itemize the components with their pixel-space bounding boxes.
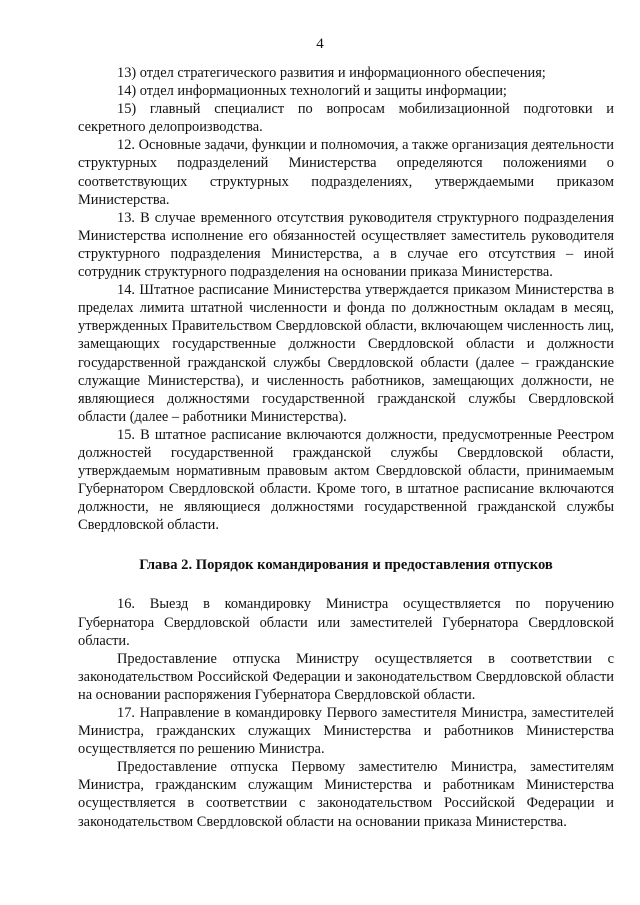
clause-15: 15. В штатное расписание включаются должности, предусмотренные Реестром должностей государственной гражданской службы Свердловской области, утверждаемым нормативным правовым актом Свердловской области, принимаемым Губернатором Свердловской области. Кроме того, в штатное расписание включаются должности, не являющиеся должностями государственной гражданской службы Свердловской области. — [78, 426, 614, 534]
chapter-title: Глава 2. Порядок командирования и предоставления отпусков — [139, 557, 553, 574]
clause-17-vacation: Предоставление отпуска Первому заместителю Министра, заместителям Министра, гражданским служащим Министерства и работникам Министерства осуществляется в соответствии с законодательством Российской Федерации и законодательством Свердловской области на основании приказа Министерства. — [78, 759, 614, 830]
clause-13: 13. В случае временного отсутствия руководителя структурного подразделения Министерства исполнение его обязанностей осуществляет заместитель руководителя структурного подразделения Министерства, а в случае его отсутствия – иной сотрудник структурного подразделения на основании приказа Министерства. — [78, 209, 614, 281]
clause-17: 17. Направление в командировку Первого заместителя Министра, заместителей Министра, гражданских служащих Министерства и работников Министерства осуществляется по решению Министра. — [78, 705, 614, 758]
clause-14: 14. Штатное расписание Министерства утверждается приказом Министерства в пределах лимита штатной численности и фонда по должностным окладам в месяц, утвержденных Правительством Свердловской области, включающем численность лиц, замещающих государственные должности Свердловской области и должности государственной гражданской службы Свердловской области (далее – гражданские служащие Министерства), и численность работников, замещающих должности, не являющиеся должностями государственной гражданской службы Свердловской области (далее – работники Министерства). — [78, 282, 614, 425]
clause-16-vacation: Предоставление отпуска Министру осуществляется в соответствии с законодательством Российской Федерации и законодательством Свердловской области на основании распоряжения Губернатора Свердловской области. — [78, 650, 614, 703]
clause-16: 16. Выезд в командировку Министра осуществляется по поручению Губернатора Свердловской области или заместителей Губернатора Свердловской области. — [78, 596, 614, 649]
clause-12: 12. Основные задачи, функции и полномочия, а также организация деятельности структурных подразделений Министерства определяются положениями о соответствующих структурных подразделениях, утверждаемыми приказом Министерства. — [78, 137, 614, 208]
list-item-13: 13) отдел стратегического развития и информационного обеспечения; — [117, 65, 546, 81]
list-item-15: 15) главный специалист по вопросам мобилизационной подготовки и секретного делопроизводства. — [78, 101, 614, 136]
page-number: 4 — [316, 36, 324, 52]
document-body — [78, 64, 614, 831]
list-item-14: 14) отдел информационных технологий и защиты информации; — [117, 83, 507, 100]
